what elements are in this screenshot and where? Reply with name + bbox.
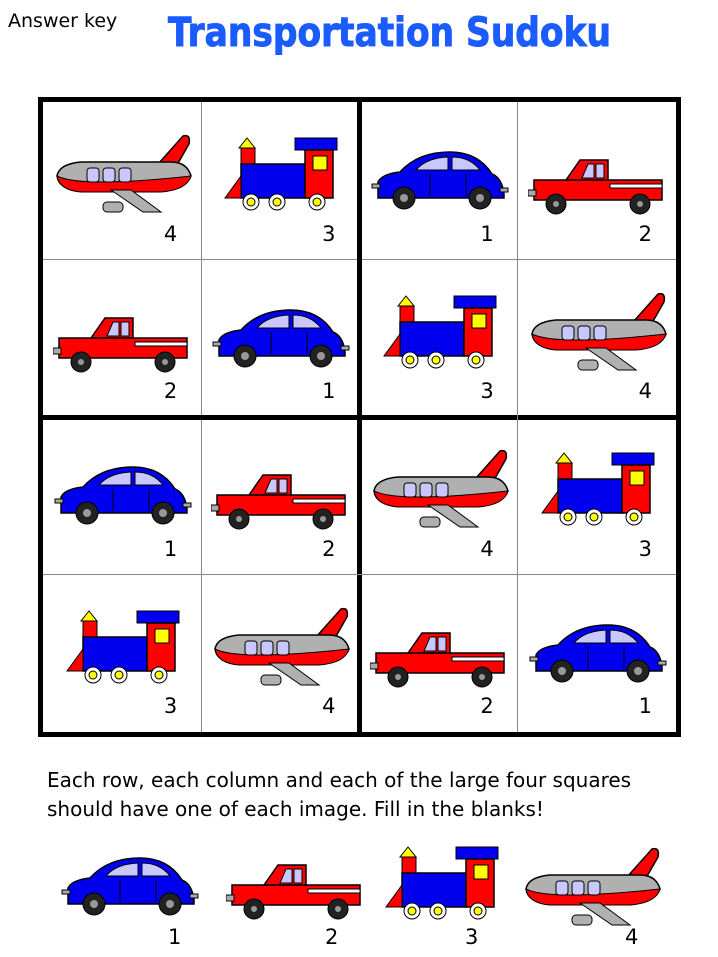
instructions-line-2: should have one of each image. Fill in the blanks! <box>47 797 544 821</box>
cell-number: 3 <box>480 379 494 403</box>
grid-cell <box>518 260 676 418</box>
cell-number: 3 <box>322 221 336 246</box>
airplane-icon <box>520 845 665 939</box>
cell-number: 2 <box>163 379 178 403</box>
grid-cell <box>201 417 359 575</box>
grid-cell <box>360 102 518 260</box>
grid-cell <box>518 575 676 733</box>
grid-cell <box>43 417 201 575</box>
page-title: Transportation Sudoku <box>168 10 611 56</box>
grid-cell <box>201 260 359 418</box>
cell-number: 3 <box>163 694 178 718</box>
grid-cell <box>518 417 676 575</box>
grid-cell <box>43 575 201 733</box>
cell-number: 4 <box>163 221 178 246</box>
cell-number: 2 <box>322 536 336 561</box>
cell-number: 2 <box>480 694 494 718</box>
cell-number: 1 <box>163 536 178 561</box>
cell-number: 2 <box>638 221 652 246</box>
grid-cell <box>201 575 359 733</box>
grid-cell <box>201 102 359 260</box>
grid-cell <box>360 417 518 575</box>
key-number: 4 <box>625 925 639 949</box>
answer-key-label: Answer key <box>8 10 118 32</box>
train-icon <box>382 845 502 929</box>
cell-number: 3 <box>638 536 652 561</box>
cell-number: 1 <box>480 221 494 246</box>
thick-divider-horizontal <box>43 415 676 420</box>
car-icon <box>60 850 200 924</box>
grid-cell <box>43 260 201 418</box>
truck-icon <box>226 855 366 929</box>
instructions-line-1: Each row, each column and each of the large four squares <box>47 768 632 792</box>
sudoku-grid <box>38 97 681 737</box>
cell-number: 4 <box>480 536 494 561</box>
thin-divider-horizontal <box>43 574 676 575</box>
instructions <box>47 766 687 824</box>
cell-number: 4 <box>322 694 336 718</box>
key-number: 1 <box>168 925 182 949</box>
key-number: 2 <box>325 925 339 949</box>
cell-number: 1 <box>638 694 652 718</box>
grid-cell <box>360 260 518 418</box>
grid-cell <box>518 102 676 260</box>
cell-number: 1 <box>322 379 336 403</box>
grid-cell <box>43 102 201 260</box>
cell-number: 4 <box>638 379 652 403</box>
grid-cell <box>360 575 518 733</box>
key-number: 3 <box>465 925 479 949</box>
thin-divider-vertical <box>517 102 518 732</box>
